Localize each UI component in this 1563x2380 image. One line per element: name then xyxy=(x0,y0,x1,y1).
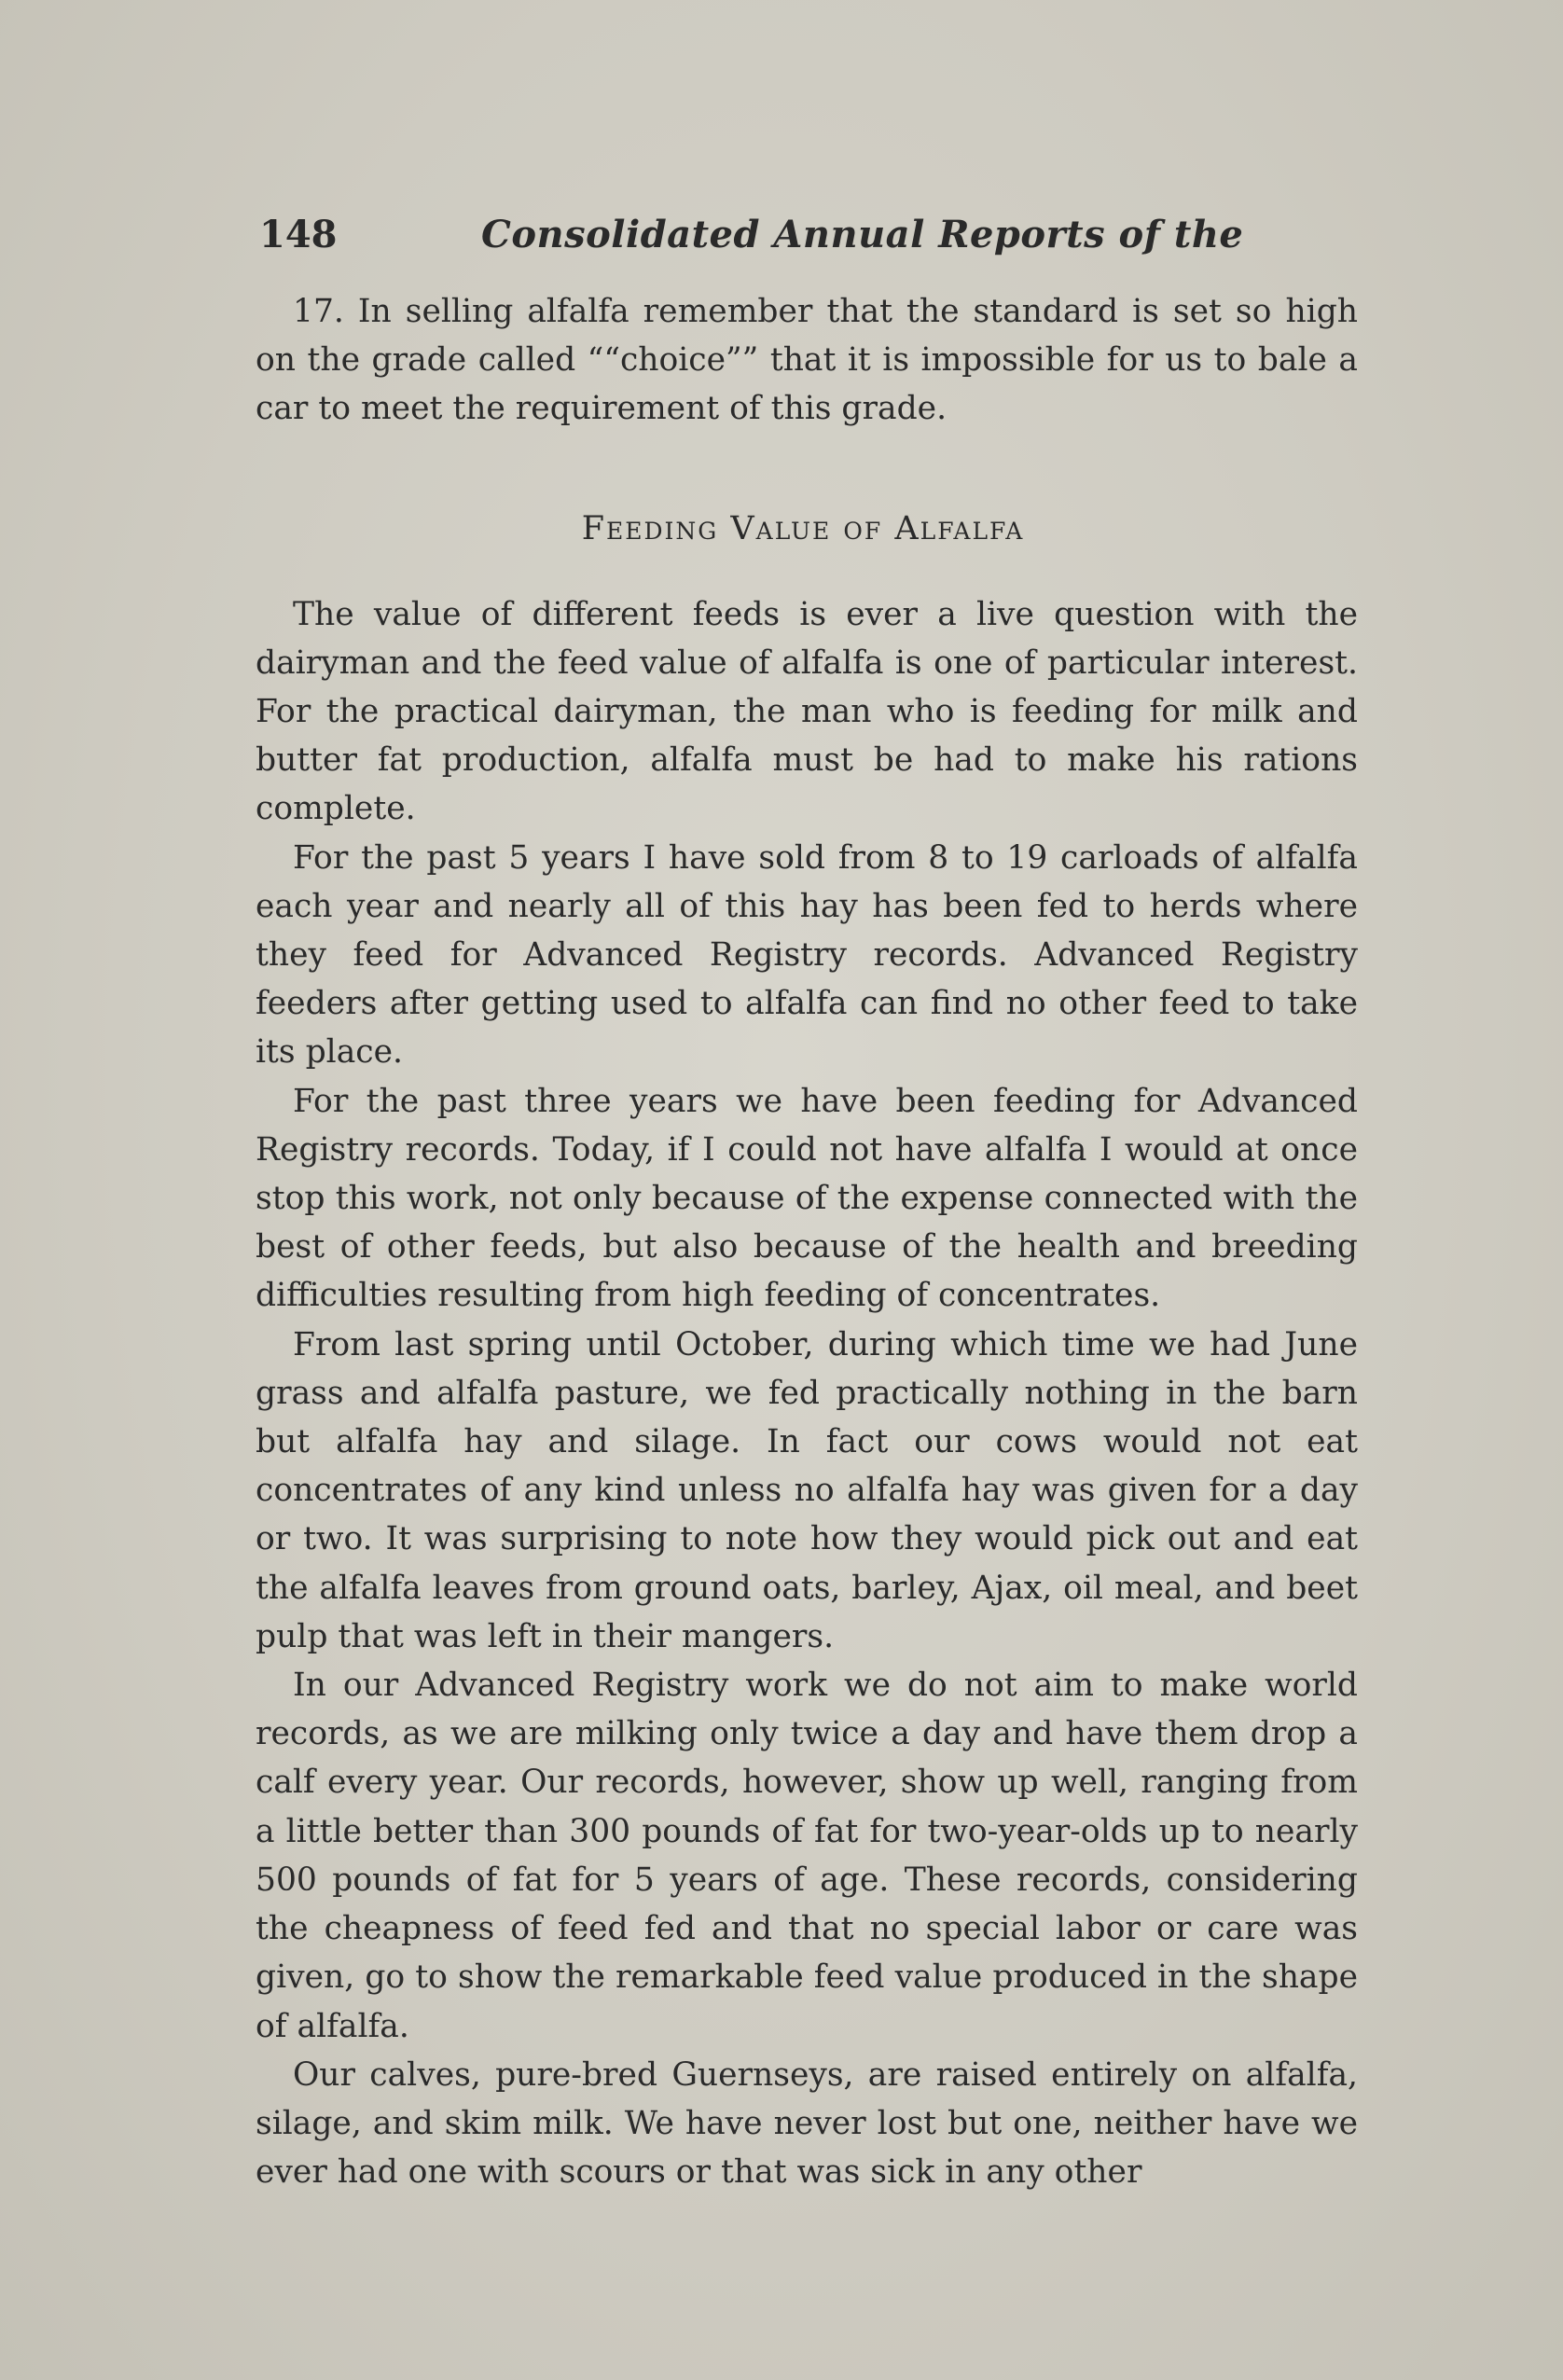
paragraph-6: Our calves, pure-bred Guernseys, are raised entirely on alfalfa, silage, and skim milk. We have never lost but one, neither have we ever had one with scours or that was sick in any other xyxy=(256,2055,1358,2192)
paragraph-4: From last spring until October, during which time we had June grass and alfalfa pasture, we fed practically nothing in the barn but alfalfa hay and silage. In fact our cows would not eat concentrates of any kind unless no alfalfa hay was given for a day or two. It was surprising to note how they would pick out and eat the alfalfa leaves from ground oats, barley, Ajax, oil meal, and beet pulp that was left in their mangers. xyxy=(256,1325,1358,1655)
paragraph-3: For the past three years we have been feeding for Advanced Registry records. Today, if I could not have alfalfa I would at once stop this work, not only because of the expense connected with the best of other feeds, but also because of the health and breeding difficulties resulting from high feeding of concentrates. xyxy=(256,1082,1358,1315)
paragraph-2: For the past 5 years I have sold from 8 to 19 carloads of alfalfa each year and nearly all of this hay has been fed to herds where they feed for Advanced Registry records. Advanced Registry feeders after getting used to alfalfa can find no other feed to take its place. xyxy=(256,838,1358,1072)
paragraph-1: The value of different feeds is ever a live question with the dairyman and the feed value of alfalfa is one of particular interest. For the practical dairyman, the man who is feeding for milk and butter fat production, alfalfa must be had to make his rations complete. xyxy=(256,595,1358,828)
running-head xyxy=(248,213,1358,278)
item-17-paragraph: 17. In selling alfalfa remember that the standard is set so high on the grade called ““choice”” that it is impossible for us to bale a car to meet the requirement of this grade. xyxy=(256,293,1358,428)
running-title: Consolidated Annual Reports of the xyxy=(481,213,1244,256)
page-number: 148 xyxy=(259,213,338,256)
section-heading: Feeding Value of Alfalfa xyxy=(581,509,1025,547)
page-content xyxy=(248,213,1358,2196)
paragraph-5: In our Advanced Registry work we do not aim to make world records, as we are milking only twice a day and have them drop a calf every year. Our records, however, show up well, ranging from a little better than 300 pounds of fat for two-year-olds up to nearly 500 pounds of fat for 5 years of age. These records, considering the cheapness of feed fed and that no special labor or care was given, go to show the remarkable feed value produced in the shape of alfalfa. xyxy=(256,1667,1358,2045)
